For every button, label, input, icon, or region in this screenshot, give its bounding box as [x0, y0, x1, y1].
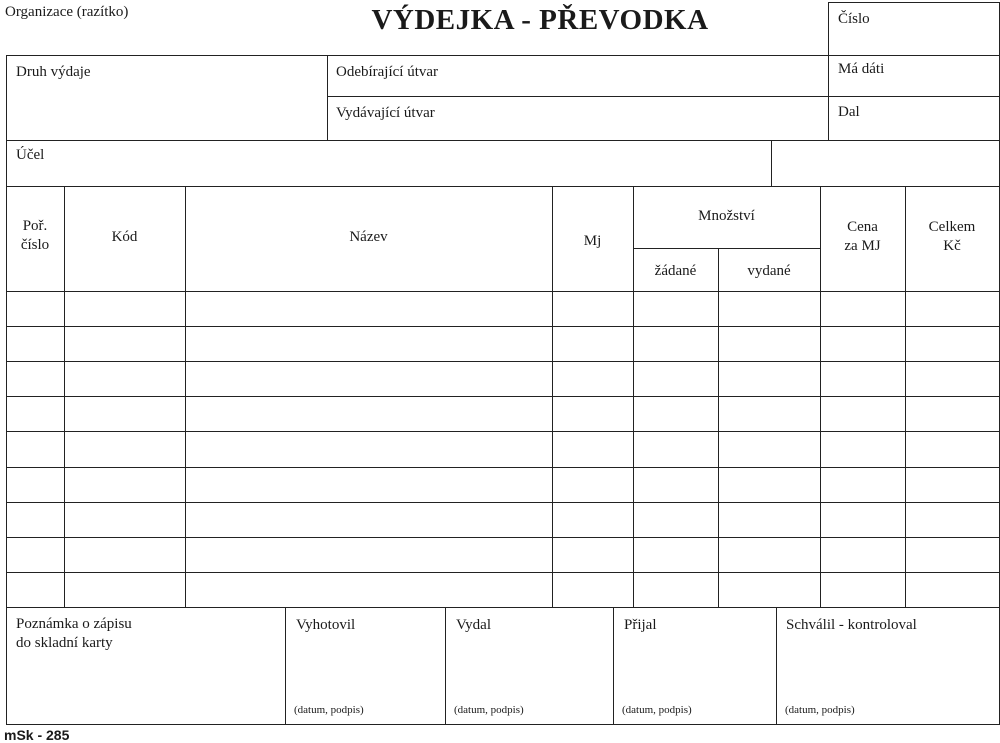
requested-cell[interactable]	[634, 432, 718, 466]
quantity-header: Množství	[698, 208, 755, 224]
total-cell[interactable]	[906, 292, 999, 326]
issued-cell[interactable]	[719, 362, 820, 396]
code-cell[interactable]	[65, 573, 185, 607]
requested-cell[interactable]	[634, 503, 718, 537]
total-cell[interactable]	[906, 362, 999, 396]
unit-cell[interactable]	[553, 397, 633, 431]
credit-label: Dal	[838, 104, 860, 120]
requested-header: žádané	[654, 263, 697, 279]
unit-cell[interactable]	[553, 573, 633, 607]
seq-header-line2: číslo	[20, 237, 50, 253]
credit-field[interactable]	[829, 122, 998, 139]
issuing-unit-label: Vydávající útvar	[336, 105, 435, 121]
prepared-by-hint: (datum, podpis)	[294, 704, 364, 716]
unit-cell[interactable]	[553, 432, 633, 466]
total-cell[interactable]	[906, 503, 999, 537]
unit-cell[interactable]	[553, 538, 633, 572]
requested-cell[interactable]	[634, 292, 718, 326]
price-cell[interactable]	[821, 573, 905, 607]
received-by-hint: (datum, podpis)	[622, 704, 692, 716]
issued-header: vydané	[747, 263, 791, 279]
unit-cell[interactable]	[553, 292, 633, 326]
note-label-line2: do skladní karty	[16, 635, 113, 651]
seq-cell[interactable]	[7, 432, 64, 466]
issued-cell[interactable]	[719, 432, 820, 466]
code-cell[interactable]	[65, 327, 185, 361]
code-cell[interactable]	[65, 503, 185, 537]
issued-cell[interactable]	[719, 327, 820, 361]
code-cell[interactable]	[65, 468, 185, 502]
code-cell[interactable]	[65, 397, 185, 431]
unit-cell[interactable]	[553, 362, 633, 396]
name-cell[interactable]	[186, 327, 552, 361]
seq-cell[interactable]	[7, 397, 64, 431]
form-title: VÝDEJKA - PŘEVODKA	[371, 4, 709, 36]
price-cell[interactable]	[821, 292, 905, 326]
price-cell[interactable]	[821, 432, 905, 466]
name-cell[interactable]	[186, 397, 552, 431]
approved-by-field[interactable]	[777, 640, 998, 702]
organization-label: Organizace (razítko)	[5, 4, 129, 20]
issued-by-field[interactable]	[446, 640, 612, 702]
price-cell[interactable]	[821, 327, 905, 361]
seq-cell[interactable]	[7, 468, 64, 502]
total-cell[interactable]	[906, 327, 999, 361]
debit-field[interactable]	[829, 80, 998, 95]
name-cell[interactable]	[186, 503, 552, 537]
name-cell[interactable]	[186, 432, 552, 466]
debit-label: Má dáti	[838, 61, 885, 77]
issue-type-field[interactable]	[7, 82, 326, 139]
name-cell[interactable]	[186, 468, 552, 502]
price-cell[interactable]	[821, 468, 905, 502]
code-cell[interactable]	[65, 432, 185, 466]
seq-cell[interactable]	[7, 292, 64, 326]
form-code: mSk - 285	[4, 727, 70, 743]
prepared-by-label: Vyhotovil	[296, 617, 356, 633]
approved-by-hint: (datum, podpis)	[785, 704, 855, 716]
issued-cell[interactable]	[719, 573, 820, 607]
name-header: Název	[349, 229, 388, 245]
seq-cell[interactable]	[7, 573, 64, 607]
prepared-by-field[interactable]	[286, 640, 444, 702]
purpose-label: Účel	[16, 147, 45, 163]
seq-cell[interactable]	[7, 503, 64, 537]
receiving-unit-field[interactable]	[470, 57, 827, 95]
unit-cell[interactable]	[553, 468, 633, 502]
requested-cell[interactable]	[634, 468, 718, 502]
total-cell[interactable]	[906, 432, 999, 466]
issued-cell[interactable]	[719, 397, 820, 431]
issued-cell[interactable]	[719, 468, 820, 502]
seq-cell[interactable]	[7, 538, 64, 572]
note-label-line1: Poznámka o zápisu	[16, 616, 132, 632]
code-cell[interactable]	[65, 538, 185, 572]
issued-cell[interactable]	[719, 538, 820, 572]
code-cell[interactable]	[65, 362, 185, 396]
received-by-label: Přijal	[624, 617, 657, 633]
note-field[interactable]	[7, 655, 284, 723]
seq-header-line1: Poř.	[22, 218, 48, 234]
purpose-extra-field[interactable]	[772, 141, 998, 185]
requested-cell[interactable]	[634, 327, 718, 361]
total-header-line1: Celkem	[928, 219, 976, 235]
total-cell[interactable]	[906, 468, 999, 502]
unit-cell[interactable]	[553, 503, 633, 537]
issued-by-hint: (datum, podpis)	[454, 704, 524, 716]
issue-type-label: Druh výdaje	[16, 64, 91, 80]
code-header: Kód	[111, 229, 138, 245]
requested-cell[interactable]	[634, 573, 718, 607]
receiving-unit-label: Odebírající útvar	[336, 64, 439, 80]
requested-cell[interactable]	[634, 362, 718, 396]
issued-by-label: Vydal	[456, 617, 491, 633]
price-cell[interactable]	[821, 397, 905, 431]
name-cell[interactable]	[186, 292, 552, 326]
code-cell[interactable]	[65, 292, 185, 326]
price-header-line2: za MJ	[844, 238, 881, 254]
issuing-unit-field[interactable]	[470, 97, 827, 139]
received-by-field[interactable]	[614, 640, 775, 702]
issued-cell[interactable]	[719, 503, 820, 537]
price-cell[interactable]	[821, 538, 905, 572]
total-cell[interactable]	[906, 573, 999, 607]
number-field[interactable]	[829, 30, 998, 54]
price-cell[interactable]	[821, 362, 905, 396]
name-cell[interactable]	[186, 538, 552, 572]
requested-cell[interactable]	[634, 538, 718, 572]
unit-header: Mj	[583, 233, 602, 249]
name-cell[interactable]	[186, 573, 552, 607]
issued-cell[interactable]	[719, 292, 820, 326]
total-cell[interactable]	[906, 397, 999, 431]
seq-cell[interactable]	[7, 327, 64, 361]
approved-by-label: Schválil - kontroloval	[786, 617, 917, 633]
price-header-line1: Cena	[847, 219, 878, 235]
seq-cell[interactable]	[7, 362, 64, 396]
total-header-line2: Kč	[943, 238, 961, 254]
total-cell[interactable]	[906, 538, 999, 572]
requested-cell[interactable]	[634, 397, 718, 431]
name-cell[interactable]	[186, 362, 552, 396]
purpose-field[interactable]	[60, 141, 770, 185]
unit-cell[interactable]	[553, 327, 633, 361]
price-cell[interactable]	[821, 503, 905, 537]
number-label: Číslo	[838, 11, 870, 27]
